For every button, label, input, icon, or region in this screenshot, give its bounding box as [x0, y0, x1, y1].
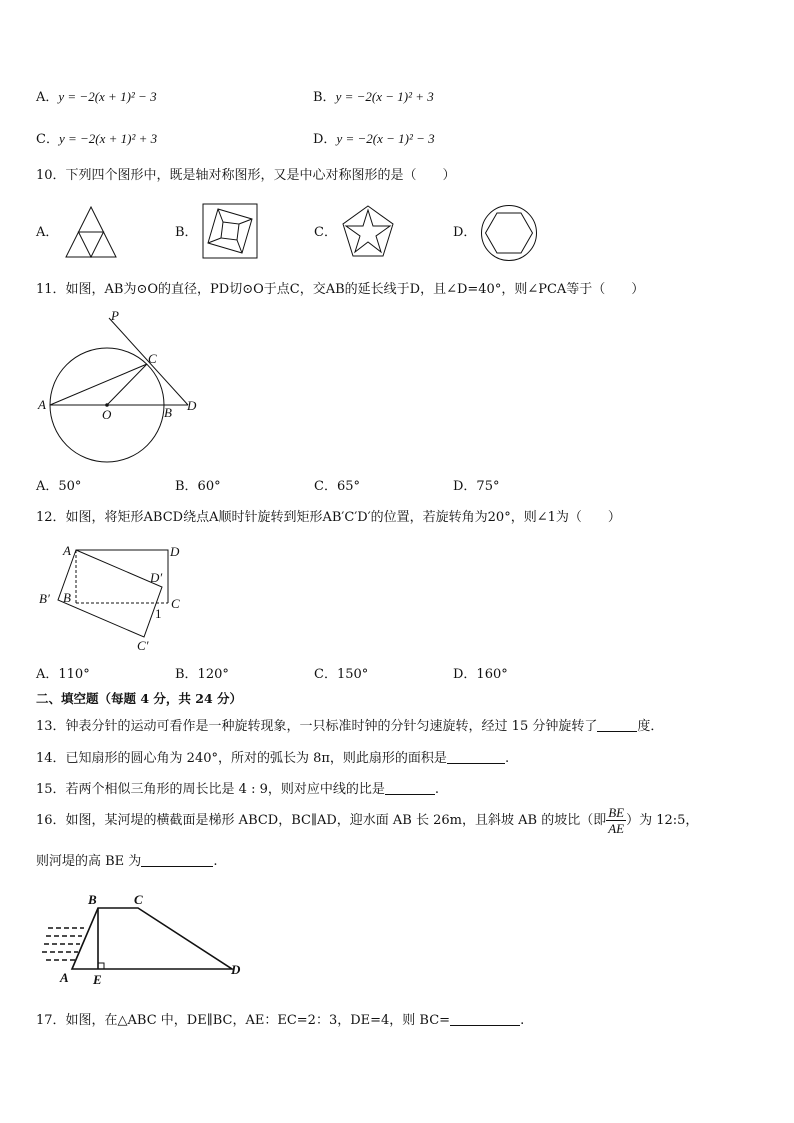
q10-figure-c-star-pentagon: [340, 204, 396, 260]
q13-answer-blank[interactable]: [597, 717, 637, 732]
q11-option-c: C．65°: [314, 479, 360, 494]
q14-answer-blank[interactable]: [447, 749, 505, 764]
q12-label-dprime: D′: [150, 570, 163, 585]
q12-rect-abprime: [58, 550, 162, 637]
q10-stem: 10．下列四个图形中，既是轴对称图形，又是中心对称图形的是（ ）: [36, 168, 456, 183]
q9-option-c: C．y = −2(x + 1)² + 3: [36, 131, 158, 147]
q11-figure: [34, 308, 204, 468]
q16-figure: [40, 890, 250, 990]
q11-option-b: B．60°: [175, 479, 221, 494]
q10-option-a-label: A．: [36, 225, 59, 240]
q11-radius-oc: [107, 364, 147, 405]
q16-label-a: A: [60, 970, 69, 985]
q14: 14．已知扇形的圆心角为 240°，所对的弧长为 8π，则此扇形的面积是 .: [36, 751, 510, 766]
q10-figure-d-hexagon-circle: [480, 204, 538, 262]
q12-label-bprime: B′: [39, 591, 50, 606]
q9-option-a: A．y = −2(x + 1)² − 3: [36, 89, 157, 105]
q12-label-1: 1: [155, 606, 162, 621]
q12-label-b: B: [63, 590, 71, 605]
q16-trapezoid: [72, 908, 232, 969]
q10-option-d-label: D．: [453, 225, 477, 240]
q11-label-p: P: [111, 308, 119, 323]
q12-label-cprime: C′: [137, 638, 149, 653]
q9-option-d: D．y = −2(x − 1)² − 3: [313, 131, 435, 147]
q11-label-c: C: [148, 351, 157, 366]
q12-option-b: B．120°: [175, 667, 229, 682]
q16-label-c: C: [134, 892, 143, 907]
q11-label-a: A: [38, 397, 46, 412]
q16-answer-blank[interactable]: [141, 852, 213, 867]
q17: 17．如图，在△ABC 中，DE∥BC，AE：EC=2：3，DE=4，则 BC= .: [36, 1013, 525, 1028]
q16-right-angle-mark: [98, 963, 104, 969]
q10-option-c-label: C．: [314, 225, 337, 240]
q10-figure-a-triangle: [64, 205, 118, 259]
q16-label-d: D: [231, 962, 241, 977]
section-2-heading: 二、填空题（每题 4 分，共 24 分）: [36, 691, 243, 706]
q12-label-c: C: [171, 596, 180, 611]
q15-answer-blank[interactable]: [385, 780, 435, 795]
q16-line-1: 16．如图，某河堤的横截面是梯形 ABCD，BC∥AD，迎水面 AB 长 26m，且斜坡 AB 的坡比（即 $\frac{BE}{AE}$ ）为 12:5，: [36, 805, 699, 836]
q11-label-b: B: [164, 405, 172, 420]
q16-label-b: B: [88, 892, 97, 907]
q11-label-o: O: [102, 407, 112, 422]
q11-stem: 11．如图，AB为⊙O的直径，PD切⊙O于点C，交AB的延长线于D，且∠D=40°，则∠PCA等于（ ）: [36, 282, 645, 297]
q12-stem: 12．如图，将矩形ABCD绕点A顺时针旋转到矩形AB′C′D′的位置，若旋转角为20°，则∠1为（ ）: [36, 510, 621, 525]
q11-option-d: D．75°: [453, 479, 500, 494]
q11-label-d: D: [187, 398, 197, 413]
q16-slope-fraction: $\frac{BE}{AE}$: [608, 805, 625, 836]
q10-option-b-label: B．: [175, 225, 198, 240]
q12-option-d: D．160°: [453, 667, 508, 682]
q11-chord-ac: [50, 364, 147, 405]
q12-figure: [36, 540, 196, 658]
q13: 13．钟表分针的运动可看作是一种旋转现象，一只标准时钟的分针匀速旋转，经过 15 分钟旋转了 度．: [36, 719, 664, 734]
q12-option-a: A．110°: [36, 667, 90, 682]
q12-label-d: D: [170, 544, 180, 559]
q15: 15．若两个相似三角形的周长比是 4 : 9，则对应中线的比是 .: [36, 782, 440, 797]
q9-option-b: B．y = −2(x − 1)² + 3: [313, 89, 434, 105]
q11-option-a: A．50°: [36, 479, 82, 494]
q16-label-e: E: [93, 972, 102, 987]
q17-answer-blank[interactable]: [450, 1011, 520, 1026]
q12-label-a: A: [63, 543, 71, 558]
q16-line-2: 则河堤的高 BE 为 .: [36, 854, 218, 869]
q10-figure-b-square: [202, 203, 258, 259]
q12-option-c: C．150°: [314, 667, 369, 682]
